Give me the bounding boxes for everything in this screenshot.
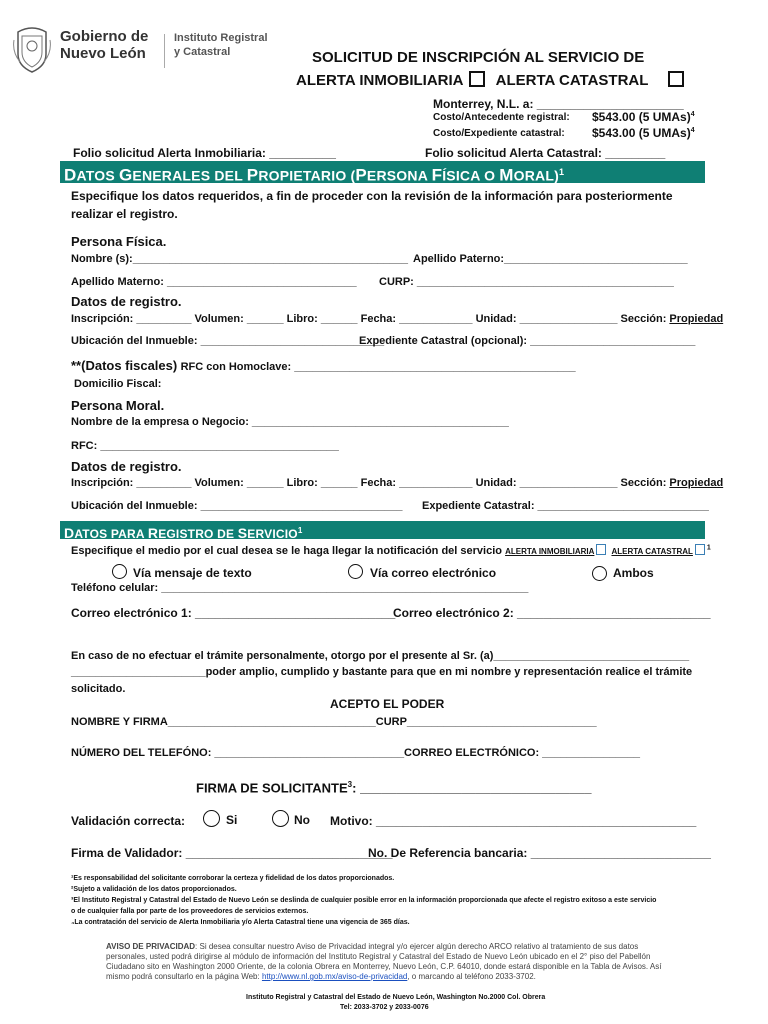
persona-fisica-heading: Persona Física.: [71, 234, 167, 249]
cost-registral-value: $543.00 (5 UMAs)$^4$: [592, 110, 695, 124]
gov-line-1: Gobierno de: [60, 28, 149, 45]
gov-line-2: Nuevo León: [60, 45, 146, 62]
referencia-bancaria-field[interactable]: No. De Referencia bancaria: ___________________________: [368, 846, 711, 860]
title-option-catastral: ALERTA CATASTRAL: [495, 72, 649, 89]
logo-separator: [164, 34, 165, 68]
validacion-no-radio[interactable]: [272, 810, 289, 827]
ambos-label: Ambos: [613, 566, 654, 580]
poder-text-3: solicitado.: [71, 683, 126, 695]
folio-inmobiliaria-field[interactable]: Folio solicitud Alerta Inmobiliaria: __________: [73, 146, 336, 160]
footer-phone: Tel: 2033-3702 y 2033-0076: [340, 1004, 429, 1011]
intro-text-1: Especifique los datos requeridos, a fin de proceder con la revisión de la información para posteriormente: [71, 189, 673, 203]
correo-1-field[interactable]: Correo electrónico 1: ______________________________: [71, 606, 396, 620]
place-date-field[interactable]: Monterrey, N.L. a: ______________________: [433, 97, 684, 111]
persona-moral-heading: Persona Moral.: [71, 398, 165, 413]
poder-text-1[interactable]: En caso de no efectuar el trámite personalmente, otorgo por el presente al Sr. (a)________________________________: [71, 650, 690, 662]
gov-logo-text: [60, 28, 148, 62]
nombre-firma-curp-field[interactable]: NOMBRE Y FIRMA__________________________________CURP_______________________________: [71, 716, 597, 728]
registro-row-fisica[interactable]: Inscripción: _________ Volumen: ______ Libro: ______ Fecha: ____________ Unidad: ________________ Sección: Propiedad: [71, 313, 724, 325]
via-correo-label: Vía correo electrónico: [370, 566, 497, 580]
option-alerta-inmobiliaria: ALERTA INMOBILIARIA: [505, 547, 595, 556]
medio-notificacion-row: Especifique el medio por el cual desea se le haga llegar la notificación del servicio ALERTA INMOBILIARIA ALERTA CATASTRAL $^1$: [71, 544, 711, 557]
ubicacion-inmueble-moral-field[interactable]: Ubicación del Inmueble: _________________________________: [71, 500, 403, 512]
motivo-field[interactable]: Motivo: ________________________________________________: [330, 814, 697, 828]
firma-validador-field[interactable]: Firma de Validador: _______________________________: [71, 846, 393, 860]
validacion-si-radio[interactable]: [203, 810, 220, 827]
apellido-paterno-field[interactable]: Apellido Paterno:______________________________: [413, 253, 688, 265]
validacion-no-label: No: [294, 813, 310, 827]
seccion-propiedad-moral-value: Propiedad: [669, 477, 724, 489]
ubicacion-inmueble-field[interactable]: Ubicación del Inmueble: ______________________________: [71, 335, 385, 347]
alerta-inmobiliaria-checkbox[interactable]: [469, 71, 485, 87]
alerta-catastral-checkbox[interactable]: [668, 71, 684, 87]
expediente-catastral-moral-field[interactable]: Expediente Catastral: ____________________________: [422, 500, 709, 512]
telefono-correo-field[interactable]: NÚMERO DEL TELEFÓNO: _______________________________CORREO ELECTRÓNICO: ________________: [71, 747, 641, 759]
empresa-field[interactable]: Nombre de la empresa o Negocio: __________________________________________: [71, 416, 509, 428]
domicilio-fiscal-label[interactable]: Domicilio Fiscal:: [74, 378, 162, 390]
validacion-si-label: Si: [226, 813, 238, 827]
state-seal-icon: [12, 22, 52, 74]
via-texto-label: Vía mensaje de texto: [133, 566, 252, 580]
via-texto-radio[interactable]: [112, 564, 127, 579]
datos-registro-heading: Datos de registro.: [71, 294, 182, 309]
institute-line-1: Instituto Registral: [174, 32, 268, 44]
poder-text-2[interactable]: ______________________poder amplio, cumplido y bastante para que en mi nombre y representación realice el trámite: [71, 666, 693, 678]
privacy-link[interactable]: http://www.nl.gob.mx/aviso-de-privacidad: [261, 972, 408, 981]
footnote-4: ₄La contratación del servicio de Alerta Inmobiliaria y/o Alerta Catastral tiene una vigencia de 365 días.: [71, 919, 410, 926]
privacy-label: AVISO DE PRIVACIDAD: [106, 942, 196, 951]
curp-field[interactable]: CURP: __________________________________________: [379, 276, 674, 288]
institute-line-2: y Catastral: [174, 46, 231, 58]
correo-2-field[interactable]: Correo electrónico 2: _____________________________: [393, 606, 711, 620]
cost-catastral-value: $543.00 (5 UMAs)$^4$: [592, 126, 695, 140]
footer-address: Instituto Registral y Catastral del Estado de Nuevo León, Washington No.2000 Col. Obrera: [246, 994, 546, 1001]
footnote-1: ¹Es responsabilidad del solicitante corroborar la certeza y fidelidad de los datos proporcionados.: [71, 875, 395, 882]
section-owner-header: DATOS GENERALES DEL PROPIETARIO (PERSONA FÍSICA O MORAL)$^1$: [60, 161, 705, 183]
page-title-line-2: [296, 71, 684, 89]
nombre-field[interactable]: Nombre (s):_____________________________________________: [71, 253, 409, 265]
footnote-3b: o de cualquier falla por parte de los proveedores de servicios externos.: [71, 908, 309, 915]
footnote-3a: ³El Instituto Registral y Catastral del Estado de Nuevo León se deslinda de cualquier posible error en la información proporcionada que afecte el registro exitoso a este servicio: [71, 897, 657, 904]
cost-registral-label: Costo/Antecedente registral:: [433, 112, 570, 123]
registro-row-moral[interactable]: Inscripción: _________ Volumen: ______ Libro: ______ Fecha: ____________ Unidad: ________________ Sección: Propiedad: [71, 477, 724, 489]
firma-solicitante-field[interactable]: FIRMA DE SOLICITANTE$^3$: ________________________________: [196, 780, 592, 796]
ambos-radio[interactable]: [592, 566, 607, 581]
expediente-catastral-opcional-field[interactable]: Expediente Catastral (opcional): ___________________________: [359, 335, 696, 347]
notif-inmobiliaria-checkbox[interactable]: [596, 544, 606, 555]
folio-catastral-field[interactable]: Folio solicitud Alerta Catastral: _________: [425, 146, 666, 160]
seccion-propiedad-value: Propiedad: [669, 313, 724, 325]
acepto-poder-heading: ACEPTO EL PODER: [330, 697, 445, 711]
title-option-inmobiliaria: ALERTA INMOBILIARIA: [296, 72, 464, 89]
notif-catastral-checkbox[interactable]: [695, 544, 705, 555]
cost-catastral-label: Costo/Expediente catastral:: [433, 128, 565, 139]
footnote-2: ²Sujeto a validación de los datos proporcionados.: [71, 886, 237, 893]
datos-registro-moral-heading: Datos de registro.: [71, 459, 182, 474]
via-correo-radio[interactable]: [348, 564, 363, 579]
option-alerta-catastral: ALERTA CATASTRAL: [611, 547, 693, 556]
telefono-celular-field[interactable]: Teléfono celular: ____________________________________________________________: [71, 582, 529, 594]
datos-fiscales-row[interactable]: **(Datos fiscales) RFC con Homoclave: ______________________________________________: [71, 358, 576, 373]
rfc-field[interactable]: RFC: _______________________________________: [71, 440, 339, 452]
intro-text-2: realizar el registro.: [71, 207, 178, 221]
apellido-materno-field[interactable]: Apellido Materno: _______________________________: [71, 276, 357, 288]
section-service-header: DATOS PARA REGISTRO DE SERVICIO$^1$: [60, 521, 705, 539]
institute-logo-text: [174, 31, 268, 59]
validacion-label: Validación correcta:: [71, 814, 186, 828]
privacy-notice: AVISO DE PRIVACIDAD: Si desea consultar nuestro Aviso de Privacidad integral y/o ejercer algún derecho ARCO relativo al tratamiento de sus datos personales, usted podrá dirigirse al módulo de información del Instituto Registral y Catastral del Estado de Nuevo León ubicado en el 2° piso del Pabellón Ciudadano sito en Washington 2000 Oriente, de la colonia Obrera en Monterrey, Nuevo León, C.P. 64010, donde estará disponible en la Tabla de Avisos. Así mismo podrá consultarlo en la página Web: http://www.nl.gob.mx/aviso-de-privacidad, o marcando al teléfono 2033-3702.: [106, 942, 662, 981]
page-title-line-1: SOLICITUD DE INSCRIPCIÓN AL SERVICIO DE: [312, 49, 645, 66]
